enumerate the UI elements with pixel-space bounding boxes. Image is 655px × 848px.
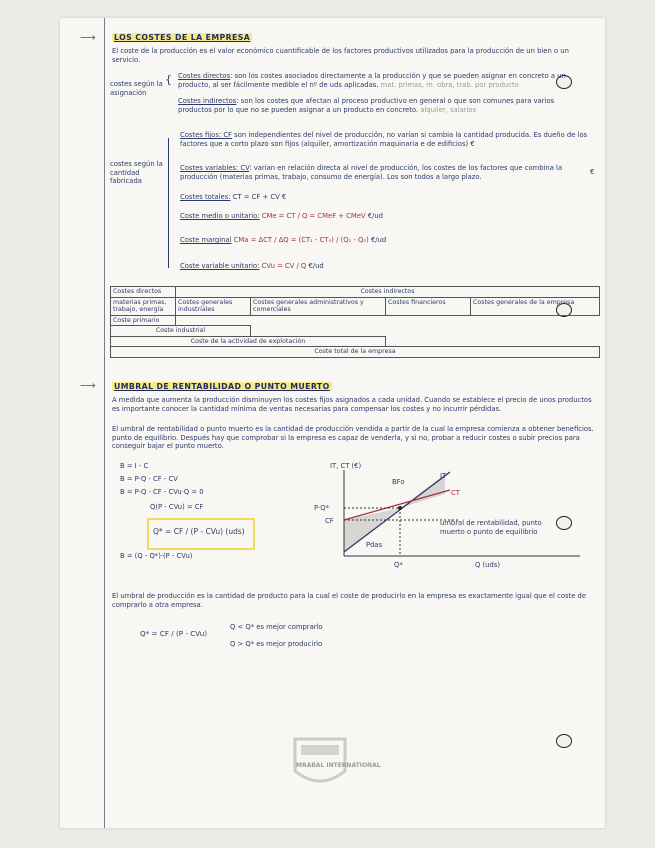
graph-pdas-label: Pdas [366, 541, 383, 549]
indirectos-block [178, 97, 588, 114]
comparison-formula: Q* = CF / (P - CVu) [140, 629, 208, 638]
q-star-formula: Q* = CF / (P - CVu) (uds) [153, 527, 245, 536]
euro-unit: € [281, 193, 287, 201]
comparison-option: Q > Q* es mejor producirlo [230, 640, 323, 648]
equation: B = P·Q - CF - CVu·Q = 0 [120, 488, 204, 496]
arrow-marker-icon: ⟶ [80, 31, 96, 44]
totales-label: Costes totales: [180, 193, 231, 201]
marginal-formula: CMa = ΔCT / ΔQ = (CT₁ - CT₀) / (Q₁ - Q₀) [233, 236, 369, 244]
table-cell: materias primas, trabajo, energía [111, 297, 176, 315]
umbral-intro: A medida que aumenta la producción disminuyen los costes fijos asignados a cada unidad. Cuando se establece el precio de unos productos es importante conocer la cantidad mínima de ventas necesarias para compensar los costes y no incurrir pérdidas. [112, 396, 592, 413]
umbral-definition: El umbral de rentabilidad o punto muerto es la cantidad de producción vendida a partir de la cual la empresa comienza a obtener beneficios. punto de equilibrio. Después hay que comprobar si la empresa es capaz de venderla, y si no, probar a reducir costes o subir precios para conseguir bajar el punto muerto. [112, 425, 594, 451]
margin-line [104, 18, 105, 828]
cantidad-label: costes según la cantidad fabricada [110, 160, 163, 186]
equation: B = I - C [120, 462, 149, 470]
graph-cf-label: CF [325, 517, 334, 525]
umbral-produccion-text: El umbral de producción es la cantidad de producto para la cual el coste de producirlo en la empresa es exactamente igual que el coste de comprarlo a otra empresa. [112, 592, 587, 609]
graph-it-label: IT [440, 472, 447, 480]
indirectos-text: : son los costes que afectan al proceso productivo en general o que son comunes para varios productos por lo que no se pueden asignar a un producto en concreto. [178, 97, 555, 114]
variables-block [180, 164, 588, 181]
graph-qstar-label: Q* [394, 561, 403, 569]
indirectos-examples: alquiler, salarios [420, 105, 477, 114]
graph-pq-label: P·Q* [314, 504, 330, 512]
section-title-costes: LOS COSTES DE LA EMPRESA [114, 33, 251, 42]
watermark-text: MRABAL INTERNATIONAL [296, 762, 381, 769]
equation: B = P·Q - CF - CV [120, 475, 178, 483]
intro-text: El coste de la producción es el valor económico cuantificable de los factores productivos utilizados para la producción de un bien o un servicio. [112, 47, 569, 64]
graph-x-label: Q (uds) [475, 561, 500, 569]
binder-hole [556, 734, 572, 748]
bracket-line [168, 138, 177, 268]
comparison-option: Q < Q* es mejor comprarlo [230, 623, 323, 631]
medio-row [180, 212, 383, 221]
marginal-row [180, 236, 386, 245]
table-cell: Costes financieros [386, 297, 471, 315]
graph-ct-label: CT [451, 489, 460, 497]
table-cell: Costes generales industriales [176, 297, 251, 315]
section-title-umbral: UMBRAL DE RENTABILIDAD O PUNTO MUERTO [114, 382, 330, 391]
table-header-directos: Costes directos [111, 287, 176, 298]
variable-unit-label: Coste variable unitario: [180, 262, 260, 270]
directos-examples: mat. primas, m. obra, trab. por producto [380, 80, 519, 89]
fijos-block [180, 131, 600, 148]
costs-table [110, 286, 600, 358]
bracket-icon: { [165, 73, 172, 86]
euro-unit: € [470, 139, 475, 148]
euro-unit: € [590, 168, 595, 176]
variables-title: Costes variables: CV [180, 164, 250, 172]
directos-title: Costes directos [178, 72, 231, 80]
ct-line [344, 490, 450, 520]
graph-y-label: IT, CT (€) [330, 462, 362, 470]
directos-block [178, 72, 588, 89]
table-cell: Coste industrial [111, 326, 251, 337]
euro-ud-unit: €/ud [370, 236, 387, 244]
table-header-indirectos: Costes indirectos [176, 287, 600, 298]
asignacion-label: costes según la asignación [110, 80, 163, 97]
variable-unit-row [180, 262, 324, 271]
graph-note: umbral de rentabilidad, punto muerto o punto de equilibrio [440, 519, 542, 536]
directos-text: : son los costes asociados directamente a la producción y que se pueden asignar en concreto a un producto, al ser fácilmente medible el nº de uds aplicadas. [178, 72, 566, 89]
graph-bfo-label: BFo [392, 478, 405, 486]
fijos-text: son independientes del nivel de producción, no varían si cambia la cantidad producida. Es dueño de los factores que a corto plazo son fijos (alquiler, amortización maquinaria e de edificios) [180, 131, 588, 148]
table-cell: Coste de la actividad de explotación [111, 336, 386, 347]
euro-ud-unit: €/ud [308, 262, 324, 270]
equation: Q(P - CVu) = CF [150, 503, 204, 511]
table-cell: Costes generales administrativos y comerciales [251, 297, 386, 315]
table-cell: Coste total de la empresa [111, 347, 600, 358]
breakeven-point [398, 506, 402, 510]
variable-unit-formula: CVu = CV / Q [261, 262, 307, 270]
totales-row [180, 193, 286, 202]
equation: B = (Q - Q*)·(P - CVu) [120, 552, 193, 560]
totales-formula: CT = CF + CV [232, 193, 280, 201]
variables-text: : varían en relación directa al nivel de producción, los costes de los factores que combina la producción (materias primas, trabajo, consumo de energía). Los son todos a largo plazo. [180, 164, 563, 181]
table-cell: Costes generales de la empresa [471, 297, 600, 315]
marginal-label: Coste marginal [180, 236, 232, 244]
table-cell: Coste primario [111, 315, 176, 326]
medio-label: Coste medio o unitario: [180, 212, 260, 220]
indirectos-title: Costes indirectos [178, 97, 237, 105]
euro-ud-unit: €/ud [367, 212, 383, 220]
fijos-title: Costes fijos: CF [180, 131, 232, 139]
medio-formula: CMe = CT / Q = CMeF + CMeV [261, 212, 366, 220]
arrow-marker-icon: ⟶ [80, 379, 96, 392]
